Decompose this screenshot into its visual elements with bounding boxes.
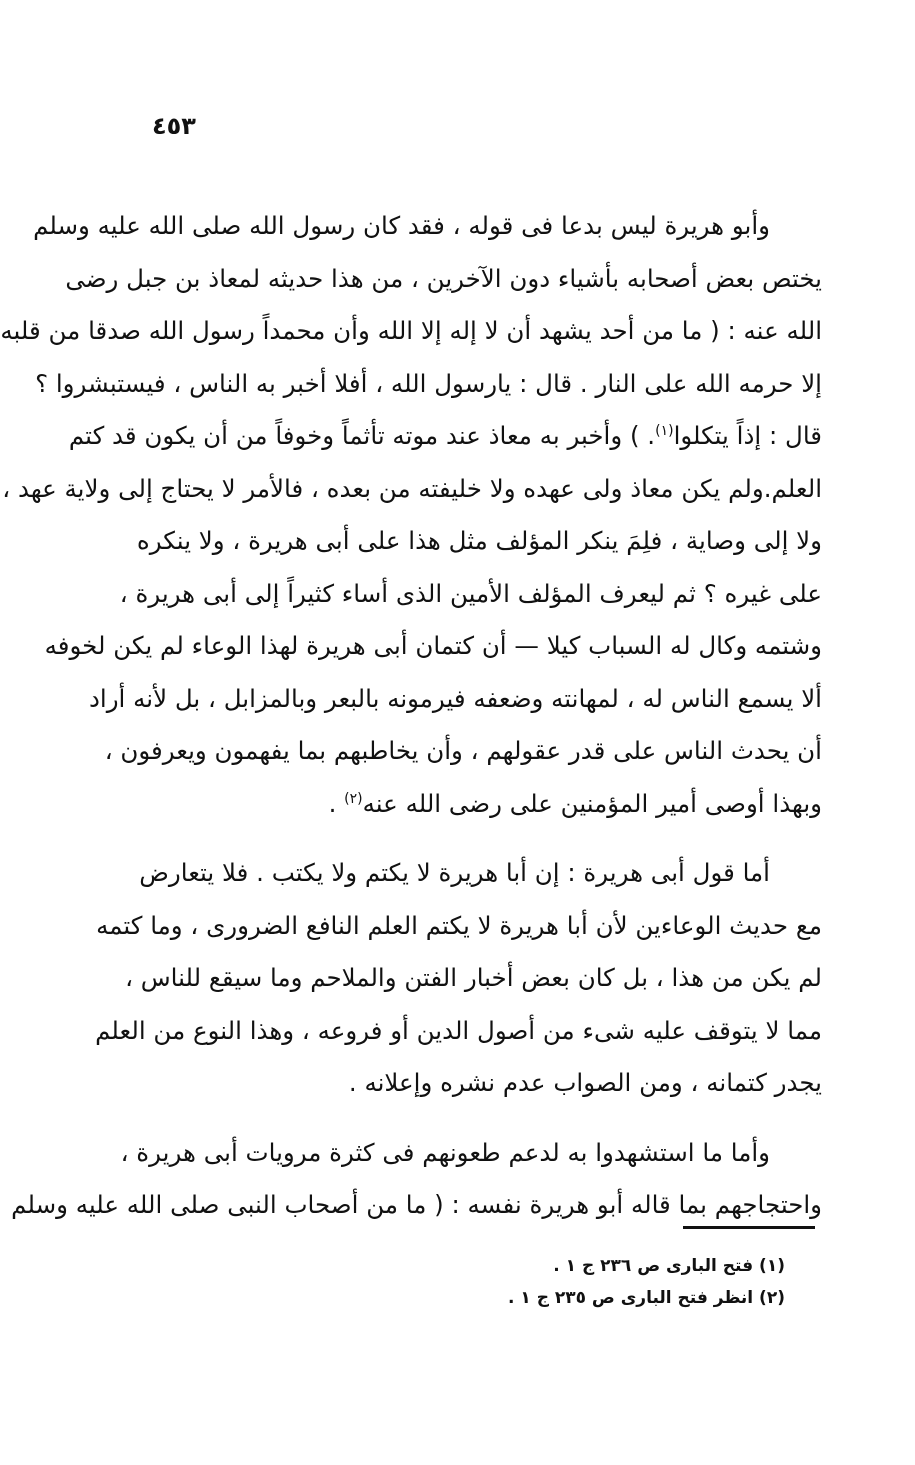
text-line: إلا حرمه الله على النار . قال : يارسول الله ، أفلا أخبر به الناس ، فيستبشروا ؟ (35, 368, 822, 398)
text-line: العلم.ولم يكن معاذ ولى عهده ولا خليفته من بعده ، فالأمر لا يحتاج إلى ولاية عهد ، (2, 473, 822, 503)
text-line: أما قول أبى هريرة : إن أبا هريرة لا يكتم ولا يكتب . فلا يتعارض (139, 858, 770, 887)
text-line: يجدر كتمانه ، ومن الصواب عدم نشره وإعلانه . (348, 1068, 822, 1097)
text-line: أن يحدث الناس على قدر عقولهم ، وأن يخاطبهم بما يفهمون ويعرفون ، (104, 736, 822, 765)
text-line: على غيره ؟ ثم ليعرف المؤلف الأمين الذى أساء كثيراً إلى أبى هريرة ، (119, 578, 822, 608)
text-line: وشتمه وكال له السباب كيلا — أن كتمان أبى هريرة لهذا الوعاء لم يكن لخوفه (44, 631, 822, 660)
text-line (150, 778, 822, 831)
footnote-2: (٢) انظر فتح البارى ص ٢٣٥ ج ١ . (508, 1288, 785, 1308)
paragraph-2 (95, 847, 822, 1110)
text-line: وأما ما استشهدوا به لدعم طعونهم فى كثرة مرويات أبى هريرة ، (120, 1137, 770, 1167)
main-text (0, 200, 822, 1232)
text-segment: . ) وأخبر به معاذ عند موته تأثماً وخوفاً من أن يكون قد كتم (68, 421, 656, 450)
text-line: مما لا يتوقف عليه شىء من أصول الدين أو فروعه ، وهذا النوع من العلم (95, 1015, 822, 1045)
footnote-marker-1: (١) (655, 422, 674, 439)
text-line: ألا يسمع الناس له ، لمهانته وضعفه فيرمونه بالبعر وبالمزابل ، بل لأنه أراد (88, 683, 822, 713)
text-segment: قال : إذاً يتكلوا (673, 421, 822, 450)
paragraph-3 (11, 1127, 822, 1232)
text-line: يختص بعض أصحابه بأشياء دون الآخرين ، من هذا حديثه لمعاذ بن جبل رضى (65, 263, 822, 293)
text-line: الله عنه : ( ما من أحد يشهد أن لا إله إلا الله وأن محمداً رسول الله صدقا من قلبه (0, 316, 822, 345)
text-line: لم يكن من هذا ، بل كان بعض أخبار الفتن والملاحم وما سيقع للناس ، (125, 963, 822, 992)
footnote-separator (683, 1226, 815, 1229)
text-line: مع حديث الوعاءين لأن أبا هريرة لا يكتم العلم النافع الضرورى ، وما كتمه (96, 910, 822, 940)
text-line: وأبو هريرة ليس بدعا فى قوله ، فقد كان رسول الله صلى الله عليه وسلم (33, 211, 770, 240)
page-number: ٤٥٣ (152, 112, 196, 140)
text-line (68, 410, 822, 463)
footnote-marker-2: (٢) (344, 790, 363, 807)
footnote-1: (١) فتح البارى ص ٢٣٦ ج ١ . (553, 1256, 785, 1276)
footnotes (490, 1250, 785, 1314)
text-segment: . (328, 788, 337, 818)
text-line: ولا إلى وصاية ، فلِمَ ينكر المؤلف مثل هذا على أبى هريرة ، ولا ينكره (136, 526, 822, 555)
text-line: واحتجاجهم بما قاله أبو هريرة نفسه : ( ما من أصحاب النبى صلى الله عليه وسلم (11, 1190, 822, 1219)
text-segment: وبهذا أوصى أمير المؤمنين على رضى الله عنه (362, 788, 822, 818)
paragraph-1 (0, 200, 822, 830)
